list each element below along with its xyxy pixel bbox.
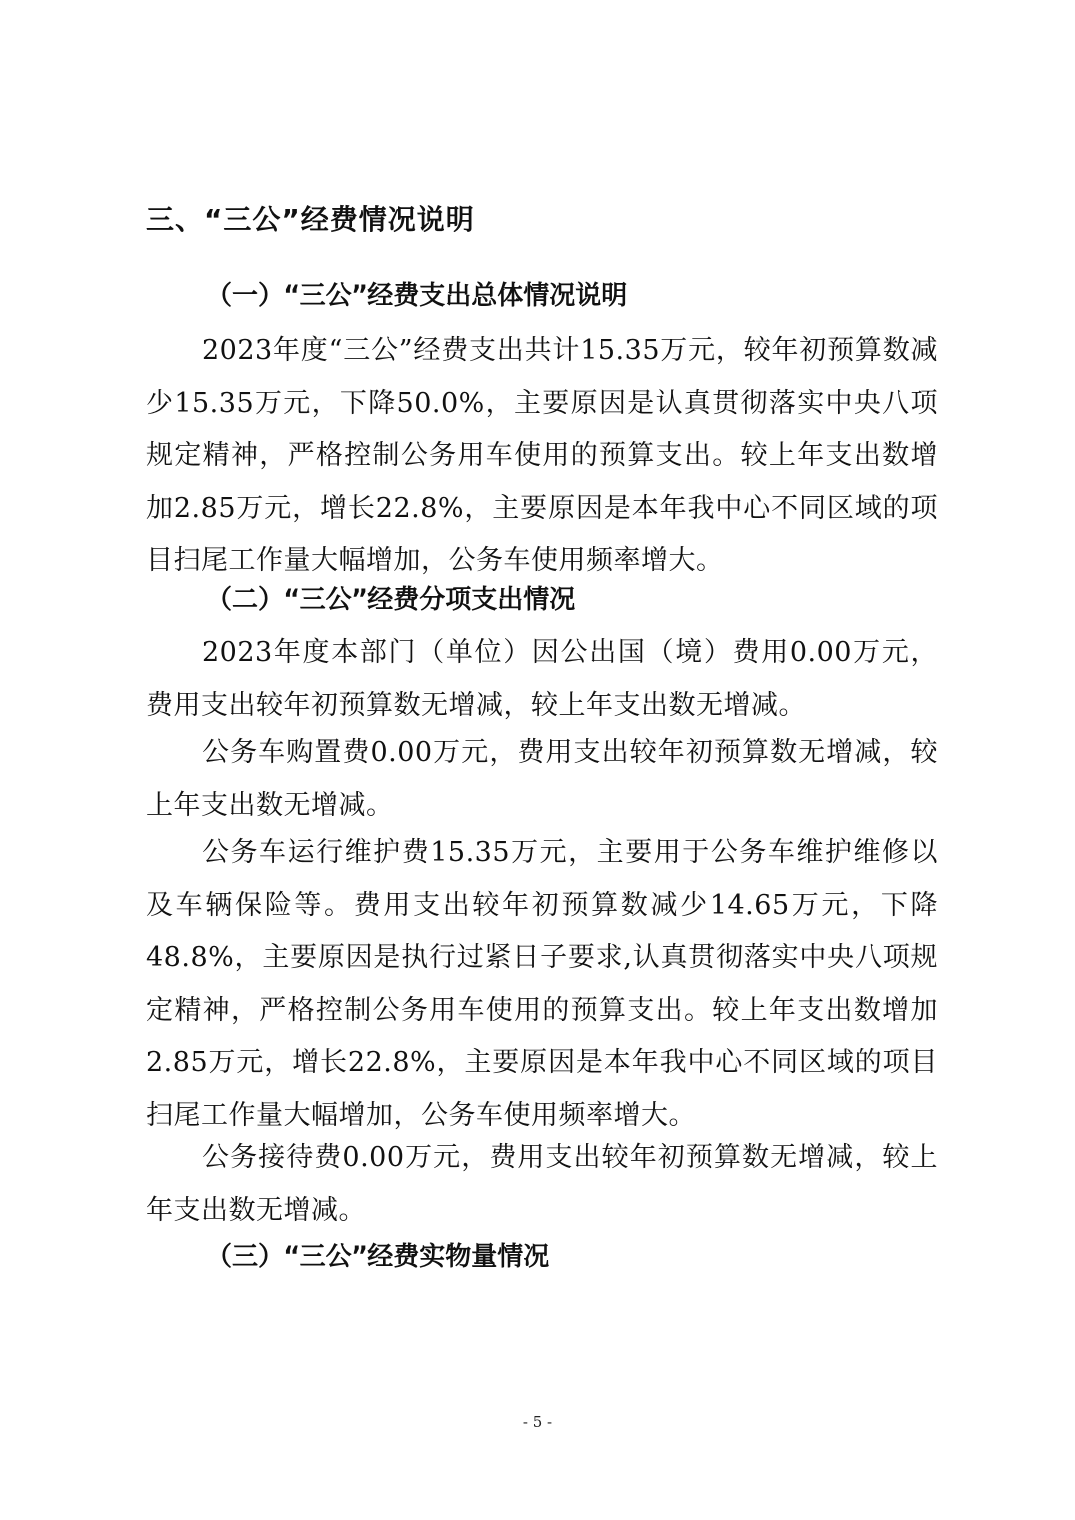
section-title: 三、“三公”经费情况说明 xyxy=(146,203,475,236)
subsection-heading-3: （三）“三公”经费实物量情况 xyxy=(206,1242,550,1272)
paragraph-vehicle-maintenance: 公务车运行维护费15.35万元，主要用于公务车维护维修以及车辆保险等。费用支出较年初预算数减少14.65万元，下降48.8%，主要原因是执行过紧日子要求,认真贯彻落实中央八项规定精神，严格控制公务用车使用的预算支出。较上年支出数增加2.85万元，增长22.8%，主要原因是本年我中心不同区域的项目扫尾工作量大幅增加，公务车使用频率增大。 xyxy=(146,837,938,1131)
subsection-heading-1: （一）“三公”经费支出总体情况说明 xyxy=(206,281,628,311)
page-number: - 5 - xyxy=(522,1413,553,1431)
paragraph-vehicle-purchase: 公务车购置费0.00万元，费用支出较年初预算数无增减，较上年支出数无增减。 xyxy=(146,737,938,821)
paragraph-overseas-travel: 2023年度本部门（单位）因公出国（境）费用0.00万元，费用支出较年初预算数无增减，较上年支出数无增减。 xyxy=(146,637,938,721)
subsection-heading-2: （二）“三公”经费分项支出情况 xyxy=(206,585,576,615)
paragraph-official-reception: 公务接待费0.00万元，费用支出较年初预算数无增减，较上年支出数无增减。 xyxy=(146,1142,938,1226)
paragraph-overall-summary: 2023年度“三公”经费支出共计15.35万元，较年初预算数减少15.35万元，下降50.0%，主要原因是认真贯彻落实中央八项规定精神，严格控制公务用车使用的预算支出。较上年支出数增加2.85万元，增长22.8%，主要原因是本年我中心不同区域的项目扫尾工作量大幅增加，公务车使用频率增大。 xyxy=(146,335,938,576)
